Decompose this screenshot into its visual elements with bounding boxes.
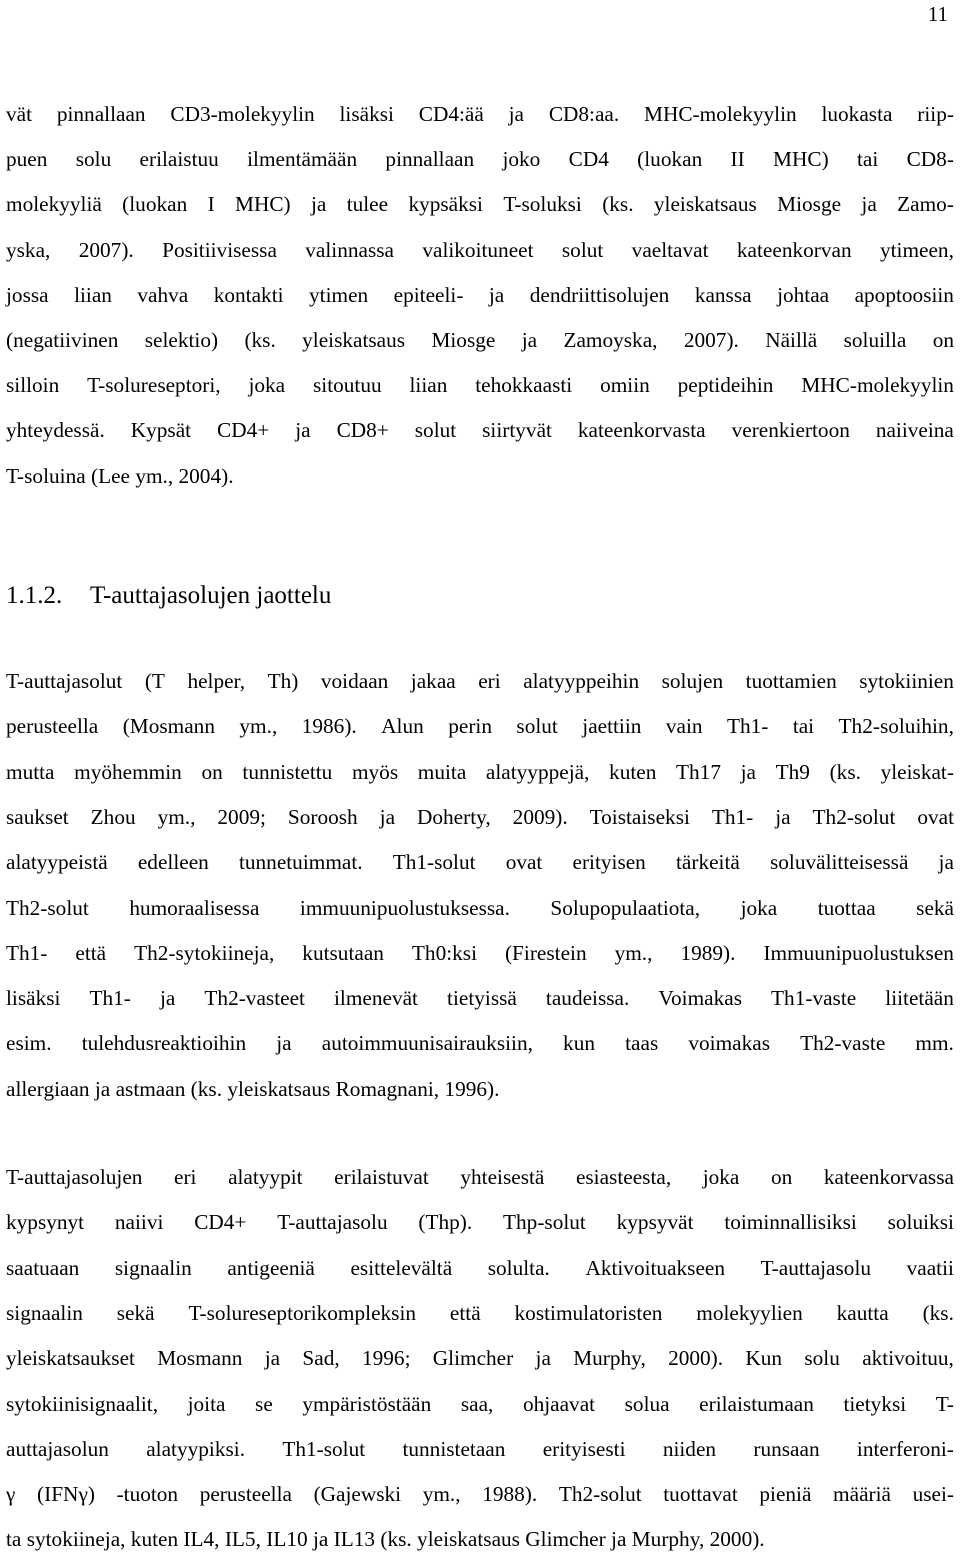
word: T-auttajasolujen [6,1165,143,1189]
text-line [6,1525,954,1553]
word: Th2-solut [812,804,896,829]
word: 2000). [668,1346,724,1371]
word: 1986). [301,714,357,739]
word: Th2-vaste [800,1031,886,1056]
text-line [6,803,954,831]
text-line [6,1299,954,1327]
word: vaatii [906,1255,954,1280]
word: autoimmuunisairauksiin, [321,1031,533,1056]
word: esiasteesta, [575,1165,672,1189]
word: on [932,328,954,352]
word: Glimcher [432,1346,514,1371]
word: tai [856,147,879,172]
word: omiin [600,373,650,398]
word: Th2-soluihin, [838,714,954,739]
word: myöhemmin [74,759,182,784]
word: Th17 [676,759,721,784]
word: Murphy, [573,1346,646,1371]
word: Zamo- [897,192,954,217]
word: Kun [745,1346,783,1371]
word: riip- [917,102,954,126]
word: tärkeitä [675,850,740,875]
word: kypsyvät [616,1210,694,1235]
word: esim. [6,1031,52,1056]
word: Alun [381,714,424,739]
text-line [6,848,954,876]
word: solulta. [487,1255,550,1280]
word: ja [488,282,505,307]
word: eri [174,1165,197,1189]
word: Th) [267,669,299,693]
word: alatyyppeihin [523,669,640,693]
word: saatuaan [6,1255,80,1280]
word: ytimen [309,282,369,307]
word: luokasta [821,102,893,126]
page-number: 11 [927,2,948,26]
word: kypsynyt [6,1210,85,1235]
word: saa, [460,1391,494,1416]
word: ovat [505,850,543,875]
word: ja [938,850,954,875]
word: tunnetuimmat. [238,850,363,875]
word: 2007). [683,328,739,352]
word: jaettiin [582,714,642,739]
text-segment: ta sytokiineja, kuten IL4, IL5, IL10 ja IL13 (ks. yleiskatsaus Glimcher ja Murphy, 2000). [6,1527,765,1552]
word: solu [75,147,112,172]
word: runsaan [753,1436,820,1461]
word: tietyissä [447,986,517,1011]
word: yleiskat- [880,759,954,784]
word: solua [624,1391,670,1416]
word: T-solureseptorikompleksin [188,1300,417,1325]
word: Th2-solut [558,1482,642,1507]
word: kun [563,1031,595,1056]
word: peptideihin [677,373,774,398]
word: T-auttajasolu [760,1255,872,1280]
text-segment: allergiaan ja astmaan (ks. yleiskatsaus Romagnani, 1996). [6,1076,500,1101]
word: edelleen [137,850,209,875]
word: erityisesti [542,1436,626,1461]
word: mutta [6,759,55,784]
word: CD4:ää [418,102,484,126]
word: molekyyliä [6,192,102,217]
word: ytimeen, [879,237,954,262]
word: kutsutaan [302,940,384,965]
word: solut [516,714,558,739]
word: Th1- [89,986,131,1011]
text-line [6,462,954,490]
word: että [75,940,107,965]
word: joka [740,895,778,920]
word: sytokiinisignaalit, [6,1391,159,1416]
text-line [6,1480,954,1508]
word: ym., [614,940,653,965]
word: joko [502,147,541,172]
section-heading [6,580,331,612]
text-line [6,100,954,128]
text-line [6,371,954,399]
word: CD8- [906,147,954,172]
word: epiteeli- [393,282,464,307]
word: ja [521,328,538,352]
word: ilmentämään [247,147,358,172]
word: tuottavat [663,1482,738,1507]
text-line [6,1344,954,1372]
word: kuten [609,759,657,784]
word: MHC-molekyylin [801,373,954,398]
word: joka [248,373,286,398]
word: 1988). [482,1482,538,1507]
word: yleiskatsaus [653,192,757,217]
word: Immuunipuolustuksen [763,940,954,965]
word: -tuoton [116,1482,179,1507]
word: kautta [836,1300,889,1325]
word: naiivi [114,1210,164,1235]
word: että [449,1300,481,1325]
word: vät [6,102,33,126]
word: erilaistumaan [699,1391,814,1416]
word: Doherty, [416,804,491,829]
word: Aktivoituakseen [585,1255,726,1280]
word: ja [159,986,176,1011]
word: sekä [116,1300,155,1325]
word: perusteella [6,714,99,739]
word: tehokkaasti [475,373,573,398]
word: vahva [137,282,189,307]
word: T-soluksi [503,192,582,217]
word: signaalin [114,1255,192,1280]
word: yleiskatsaus [302,328,406,352]
text-line [6,1029,954,1057]
word: tai [792,714,815,739]
word: alatyypiksi. [146,1436,246,1461]
text-line [6,1390,954,1418]
word: muita [417,759,467,784]
word: ja [775,804,791,829]
word: Th1- [711,804,754,829]
word: alatyyppejä, [485,759,590,784]
word: tietyksi [843,1391,907,1416]
word: se [255,1391,273,1416]
word: Th9 [775,759,810,784]
word: CD4+ [217,418,270,443]
word: MHC) [773,147,829,172]
text-line [6,712,954,740]
word: ja [276,1031,292,1056]
word: perusteella [199,1482,292,1507]
word: aktivoituu, [862,1346,954,1371]
word: liian [74,282,112,307]
word: Toistaiseksi [589,804,690,829]
text-segment: T-soluina (Lee ym., 2004). [6,463,234,488]
word: tulee [346,192,389,217]
word: niiden [662,1436,717,1461]
word: pinnallaan [385,147,475,172]
word: kateenkorvasta [577,418,706,443]
word: ym., [422,1482,461,1507]
word: T-solureseptori, [87,373,221,398]
word: eri [478,669,501,693]
word: (Firestein [504,940,587,965]
word: (Thp). [418,1210,473,1235]
word: (Gajewski [313,1482,402,1507]
text-line [6,667,954,695]
word: 2009; [217,804,266,829]
word: T- [935,1391,954,1416]
word: jossa [6,282,49,307]
word: T-auttajasolut [6,669,123,693]
word: apoptoosiin [854,282,954,307]
word: solujen [661,669,724,693]
word: naiiveina [875,418,954,443]
text-line [6,1163,954,1191]
word: solu [804,1346,840,1371]
word: Mosmann [157,1346,243,1371]
word: kanssa [694,282,752,307]
word: tuottamien [745,669,837,693]
word: sekä [916,895,954,920]
word: I [207,192,215,217]
word: esittelevältä [350,1255,453,1280]
word: silloin [6,373,60,398]
word: yleiskatsaukset [6,1346,135,1371]
word: ja [740,759,756,784]
word: Miosge [777,192,842,217]
word: verenkiertoon [731,418,850,443]
word: kypsäksi [408,192,483,217]
word: sitoutuu [313,373,382,398]
word: T-auttajasolu [277,1210,388,1235]
word: CD8+ [336,418,389,443]
word: solut [561,237,604,262]
word: valinnassa [305,237,394,262]
word: usei- [912,1482,954,1507]
word: (Mosmann [122,714,215,739]
section-number: 1.1.2. [6,582,63,609]
word: II [730,147,745,172]
word: voimakas [688,1031,770,1056]
word: (T [144,669,165,693]
word: Th1- [726,714,769,739]
text-line [6,1208,954,1236]
word: (ks. [602,192,634,217]
word: ja [508,102,525,126]
word: γ [6,1482,16,1507]
word: MHC-molekyylin [644,102,797,126]
word: Näillä [765,328,818,352]
text-line [6,758,954,786]
word: liian [409,373,448,398]
word: Th2-solut [6,895,89,920]
word: humoraalisessa [129,895,260,920]
word: kostimulatoristen [514,1300,663,1325]
word: Soroosh [287,804,358,829]
word: CD3-molekyylin [170,102,315,126]
word: soluilla [843,328,907,352]
word: ym., [239,714,278,739]
word: selektio) [144,328,219,352]
text-line [6,190,954,218]
word: CD4 [568,147,609,172]
word: pieniä [759,1482,812,1507]
word: Th2-sytokiineja, [134,940,275,965]
word: (IFNγ) [37,1482,95,1507]
word: yhteydessä. [6,418,105,443]
word: voidaan [320,669,389,693]
word: (negatiivinen [6,328,119,352]
word: jakaa [410,669,456,693]
word: kontakti [213,282,284,307]
text-line [6,416,954,444]
word: alatyypit [228,1165,303,1189]
text-line [6,984,954,1012]
word: (ks. [922,1300,954,1325]
word: siirtyvät [482,418,552,443]
section-title: T-auttajasolujen jaottelu [90,582,332,609]
word: 1996; [361,1346,411,1371]
word: molekyylien [696,1300,803,1325]
word: ohjaavat [522,1391,596,1416]
word: erityisen [572,850,646,875]
word: ja [379,804,396,829]
word: 1989). [680,940,736,965]
word: tulehdusreaktioihin [81,1031,247,1056]
text-line [6,326,954,354]
word: (luokan [637,147,703,172]
word: Zhou [90,804,136,829]
word: yska, [6,237,51,262]
word: ja [535,1346,551,1371]
text-line [6,145,954,173]
word: määriä [833,1482,891,1507]
text-line [6,1075,954,1103]
word: erilaistuu [139,147,219,172]
word: immuunipuolustuksessa. [299,895,510,920]
word: (ks. [244,328,276,352]
word: lisäksi [339,102,394,126]
word: ympäristöstään [302,1391,432,1416]
word: mm. [915,1031,954,1056]
word: alatyypeistä [6,850,108,875]
word: kateenkorvan [736,237,852,262]
word: tunnistetaan [402,1436,506,1461]
word: solut [414,418,457,443]
text-line [6,894,954,922]
word: CD4+ [194,1210,247,1235]
word: 2009). [512,804,568,829]
word: helper, [187,669,246,693]
word: yhteisestä [460,1165,545,1189]
word: signaalin [6,1300,83,1325]
word: antigeeniä [227,1255,315,1280]
word: Positiivisessa [162,237,277,262]
word: Th1-solut [282,1436,366,1461]
word: ja [310,192,327,217]
word: ja [295,418,311,443]
word: toiminnallisiksi [724,1210,857,1235]
text-line [6,281,954,309]
word: Kypsät [130,418,192,443]
word: johtaa [777,282,830,307]
word: joita [187,1391,226,1416]
word: Thp-solut [503,1210,586,1235]
word: tunnistettu [242,759,333,784]
word: perin [448,714,492,739]
word: myös [351,759,399,784]
word: interferoni- [856,1436,954,1461]
word: soluiksi [887,1210,954,1235]
word: Th1-solut [392,850,476,875]
word: auttajasolun [6,1436,109,1461]
word: Solupopulaatiota, [550,895,701,920]
word: joka [702,1165,740,1189]
word: Th2-vasteet [204,986,305,1011]
word: Sad, [302,1346,340,1371]
word: Voimakas [658,986,742,1011]
word: on [201,759,223,784]
word: vain [665,714,703,739]
word: lisäksi [6,986,61,1011]
word: (ks. [829,759,861,784]
word: kateenkorvassa [823,1165,954,1189]
word: CD8:aa. [548,102,620,126]
word: on [770,1165,793,1189]
word: erilaistuvat [334,1165,429,1189]
word: taas [625,1031,659,1056]
word: MHC) [235,192,291,217]
word: Th0:ksi [411,940,477,965]
word: liitetään [885,986,954,1011]
text-line [6,236,954,264]
text-line [6,939,954,967]
word: Th1- [6,940,48,965]
word: pinnallaan [56,102,146,126]
word: taudeissa. [545,986,630,1011]
word: ilmenevät [334,986,418,1011]
word: (luokan [122,192,188,217]
text-line [6,1254,954,1282]
word: ja [264,1346,281,1371]
word: vaeltavat [631,237,709,262]
word: ovat [917,804,954,829]
word: tuottaa [817,895,876,920]
word: dendriittisolujen [529,282,670,307]
word: Th1-vaste [771,986,857,1011]
word: soluvälitteisessä [769,850,909,875]
text-line [6,1435,954,1463]
word: ja [861,192,877,217]
word: valikoituneet [422,237,534,262]
word: Zamoyska, [563,328,658,352]
word: sytokiinien [859,669,954,693]
word: ym., [157,804,196,829]
word: Miosge [431,328,496,352]
word: 2007). [78,237,134,262]
word: saukset [6,804,69,829]
word: puen [6,147,48,172]
